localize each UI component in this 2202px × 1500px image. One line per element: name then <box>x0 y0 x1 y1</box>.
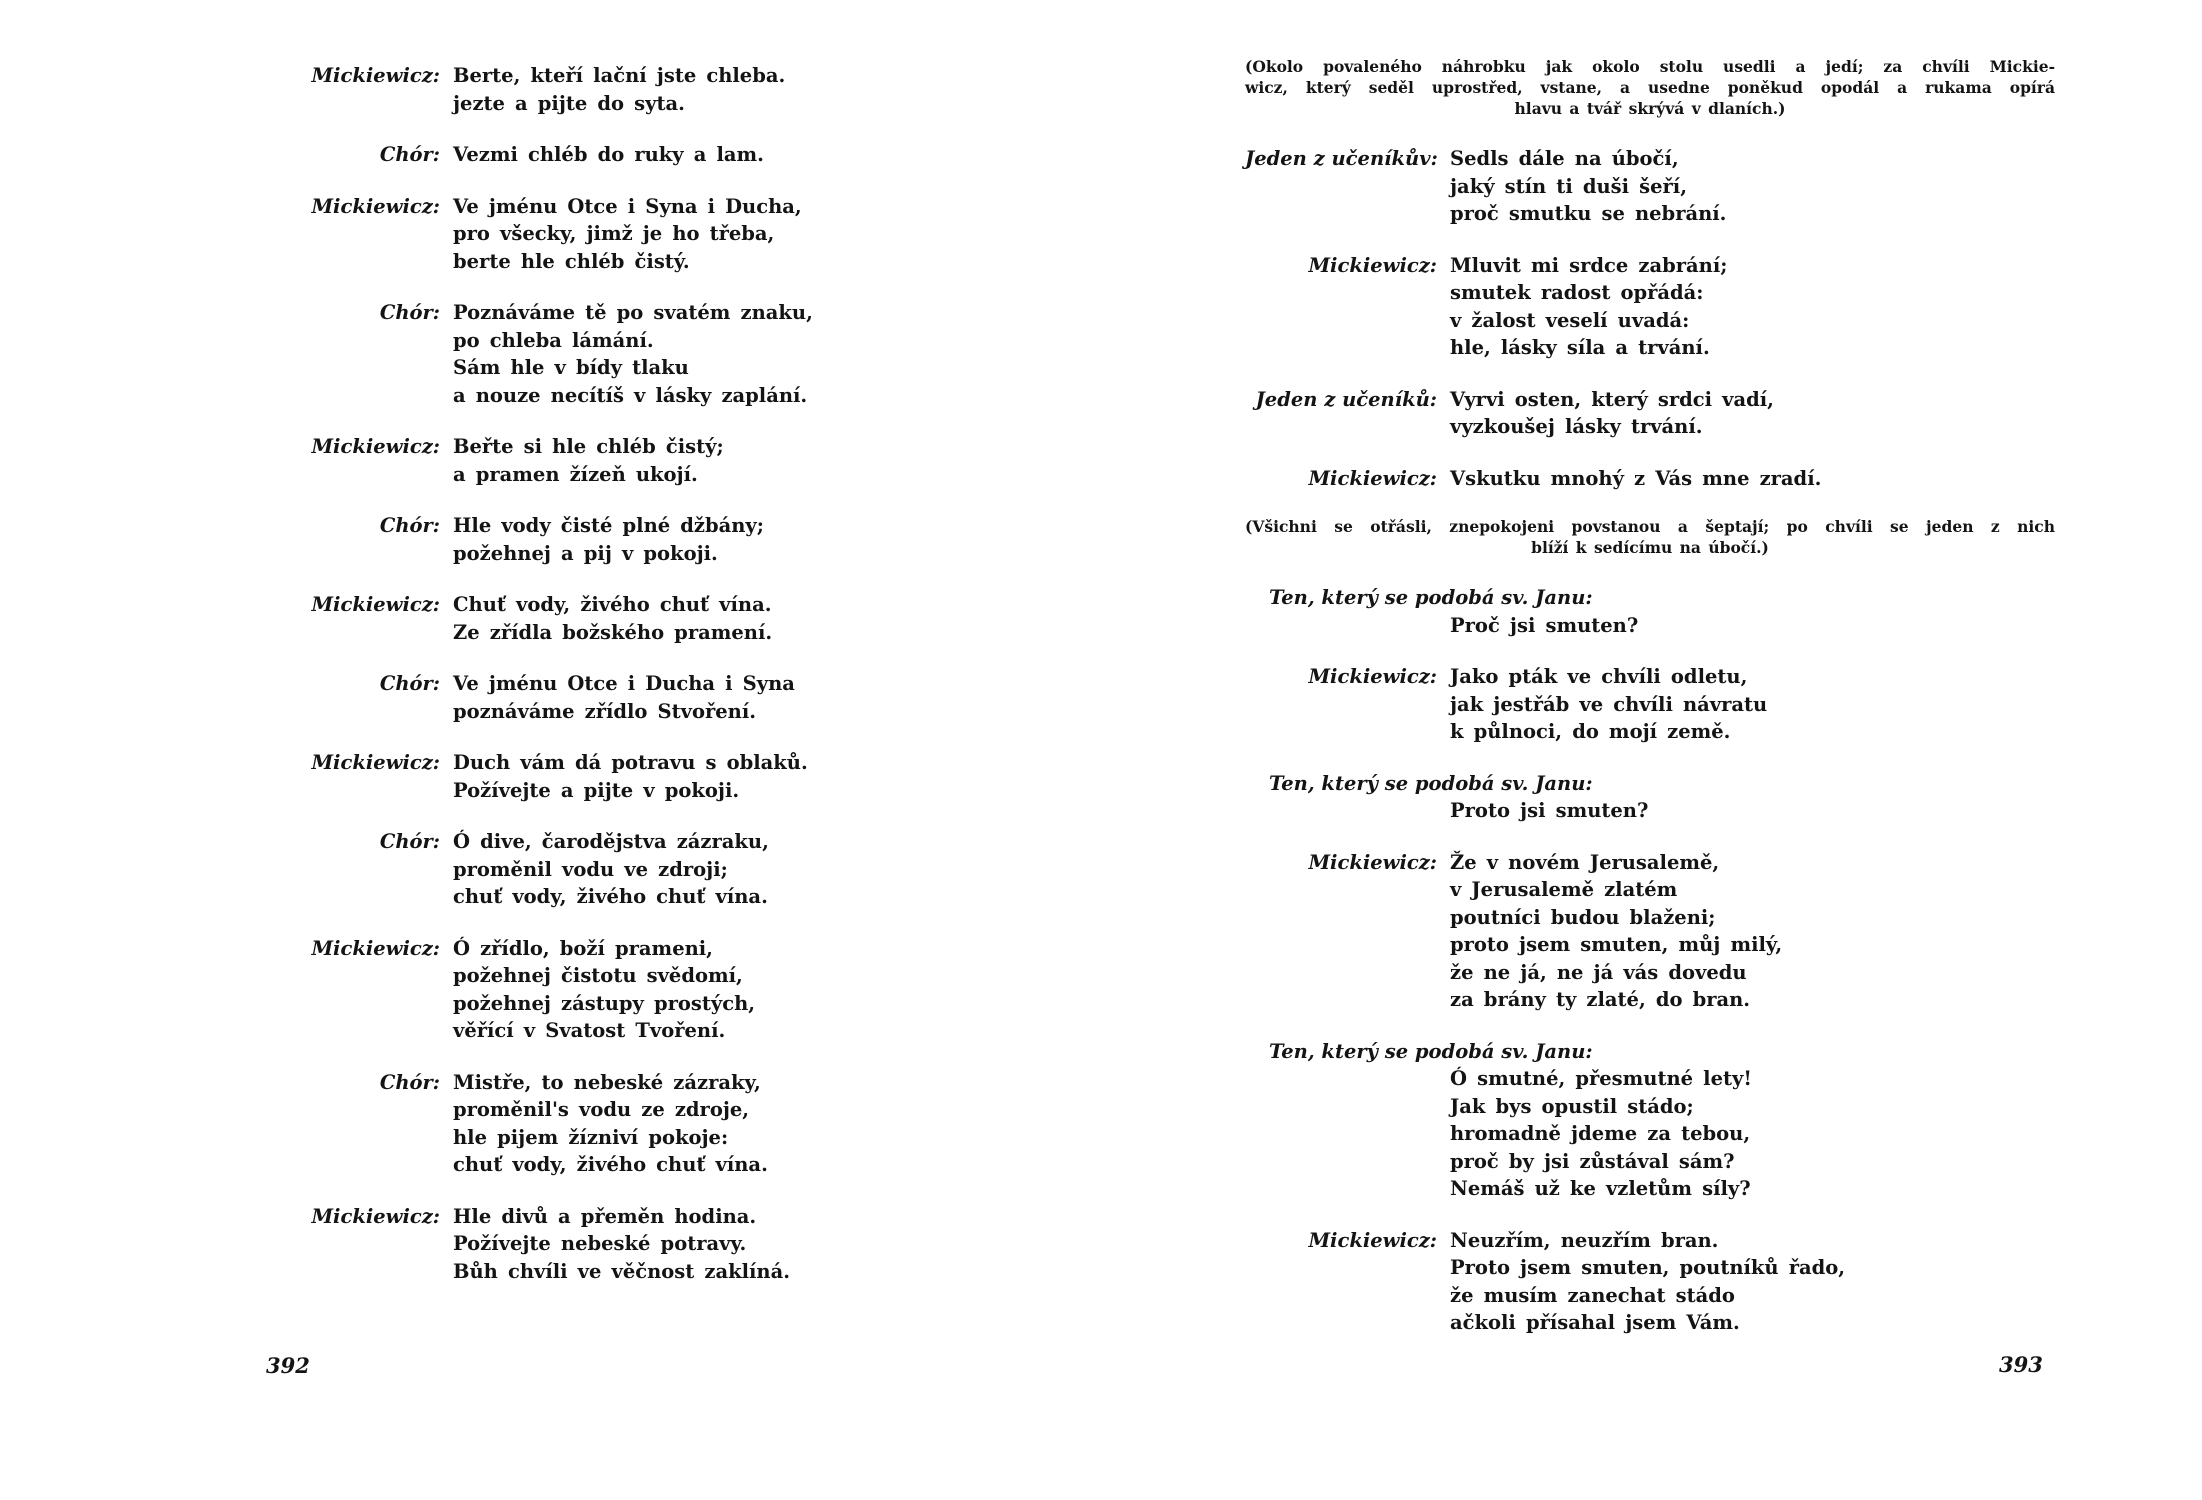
dialogue-line: Duch vám dá potravu s oblaků. <box>453 751 808 774</box>
dialogue-lines <box>1450 1227 1845 1337</box>
stage-direction-line: (Okolo povaleného náhrobku jak okolo stolu usedli a jedí; za chvíli Mickie- <box>1245 57 2055 76</box>
speaker-label: Mickiewicz: <box>1308 466 1437 490</box>
dialogue-line: že musím zanechat stádo <box>1450 1283 1735 1307</box>
dialogue-line: poznáváme zřídlo Stvoření. <box>453 699 757 723</box>
dialogue-line: Jak bys opustil stádo; <box>1450 1094 1694 1118</box>
dialogue-entry <box>1245 465 2055 493</box>
speaker-label: Ten, který se podobá sv. Janu: <box>1269 771 1593 795</box>
dialogue-line: Bůh chvíli ve věčnost zaklíná. <box>453 1259 791 1283</box>
dialogue-lines <box>1450 797 2055 825</box>
dialogue-lines <box>453 512 764 567</box>
speaker-label: Ten, který se podobá sv. Janu: <box>1269 1039 1593 1063</box>
dialogue-lines <box>453 670 795 725</box>
speaker-label: Jeden z učeníků: <box>1255 387 1437 411</box>
dialogue-line: hle pijem žízniví pokoje: <box>453 1125 729 1149</box>
dialogue-entry <box>182 512 922 567</box>
stage-direction-line: hlavu a tvář skrývá v dlaních.) <box>1514 99 1786 118</box>
dialogue-entry <box>182 141 922 169</box>
dialogue-line: Proto jsem smuten, poutníků řado, <box>1450 1256 1846 1279</box>
dialogue-line: Ve jménu Otce i Syna i Ducha, <box>453 194 802 218</box>
dialogue-line: Hle divů a přeměn hodina. <box>453 1204 757 1228</box>
dialogue-line: věřící v Svatost Tvoření. <box>453 1019 726 1042</box>
dialogue-line: v Jerusalemě zlatém <box>1450 878 1678 901</box>
dialogue-line: a nouze necítíš v lásky zaplání. <box>453 383 808 407</box>
dialogue-line: Vyrvi osten, který srdci vadí, <box>1450 387 1774 411</box>
dialogue-entry <box>182 1069 922 1179</box>
dialogue-lines <box>453 141 764 169</box>
dialogue-entry <box>182 62 922 117</box>
dialogue-line: jak jestřáb ve chvíli návratu <box>1450 692 1768 716</box>
dialogue-lines <box>453 62 785 117</box>
dialogue-entry <box>1245 663 2055 746</box>
speaker-label: Mickiewicz: <box>311 936 440 960</box>
dialogue-lines <box>1450 145 1726 228</box>
stage-direction <box>1245 516 2055 558</box>
dialogue-entry <box>1245 252 2055 362</box>
dialogue-line: požehnej čistotu svědomí, <box>453 964 743 987</box>
dialogue-entry <box>182 299 922 409</box>
dialogue-line: k půlnoci, do mojí země. <box>1450 720 1731 743</box>
dialogue-entry <box>1245 1227 2055 1337</box>
speaker-label: Mickiewicz: <box>1308 850 1437 874</box>
speaker-label: Jeden z učeníkův: <box>1245 147 1438 170</box>
dialogue-line: a pramen žízeň ukojí. <box>453 462 698 486</box>
dialogue-line: chuť vody, živého chuť vína. <box>453 1153 768 1176</box>
dialogue-line: Poznáváme tě po svatém znaku, <box>453 301 813 324</box>
speaker-label: Ten, který se podobá sv. Janu: <box>1269 586 1593 609</box>
dialogue-lines <box>1450 386 1774 441</box>
dialogue-line: v žalost veselí uvadá: <box>1450 308 1690 332</box>
dialogue-lines <box>1450 849 1782 1014</box>
dialogue-entry <box>1245 584 2055 639</box>
dialogue-line: Proč jsi smuten? <box>1450 613 1639 637</box>
dialogue-line: proč by jsi zůstával sám? <box>1450 1149 1735 1173</box>
dialogue-line: proměnil's vodu ze zdroje, <box>453 1098 750 1121</box>
dialogue-entry <box>182 828 922 911</box>
dialogue-lines <box>453 193 802 276</box>
dialogue-entry <box>1245 1038 2055 1203</box>
dialogue-line: vyzkoušej lásky trvání. <box>1450 415 1703 438</box>
speaker-label: Chór: <box>379 143 440 166</box>
dialogue-line: za brány ty zlaté, do bran. <box>1450 988 1751 1011</box>
dialogue-line: Sám hle v bídy tlaku <box>453 356 689 379</box>
dialogue-lines <box>453 1069 768 1179</box>
stage-direction <box>1245 56 2055 119</box>
dialogue-line: proto jsem smuten, můj milý, <box>1450 933 1783 956</box>
dialogue-line: Ó dive, čarodějstva zázraku, <box>453 830 769 853</box>
dialogue-line: Ve jménu Otce i Ducha i Syna <box>453 672 795 695</box>
dialogue-entry <box>182 433 922 488</box>
left-page <box>182 62 922 1309</box>
speaker-label: Mickiewicz: <box>311 64 440 87</box>
dialogue-line: jaký stín ti duši šeří, <box>1450 174 1687 198</box>
dialogue-line: hromadně jdeme za tebou, <box>1450 1122 1751 1145</box>
dialogue-line: Hle vody čisté plné džbány; <box>453 514 764 537</box>
dialogue-line: jezte a pijte do syta. <box>453 91 685 115</box>
dialogue-line: smutek radost opřádá: <box>1450 281 1704 304</box>
dialogue-line: Že v novém Jerusalemě, <box>1450 850 1720 874</box>
dialogue-line: proč smutku se nebrání. <box>1450 202 1727 225</box>
dialogue-line: Mistře, to nebeské zázraky, <box>453 1070 761 1094</box>
speaker-label: Mickiewicz: <box>311 1204 440 1228</box>
dialogue-line: Proto jsi smuten? <box>1450 799 1649 822</box>
dialogue-lines <box>1450 612 2055 640</box>
dialogue-line: Nemáš už ke vzletům síly? <box>1450 1177 1751 1200</box>
dialogue-lines <box>453 935 755 1045</box>
dialogue-lines <box>453 433 724 488</box>
speaker-label: Chór: <box>379 830 440 853</box>
dialogue-line: hle, lásky síla a trvání. <box>1450 336 1710 359</box>
dialogue-line: Vezmi chléb do ruky a lam. <box>453 143 764 166</box>
dialogue-line: Jako pták ve chvíli odletu, <box>1450 665 1748 688</box>
speaker-label: Chór: <box>379 301 440 324</box>
dialogue-entry <box>182 1203 922 1286</box>
dialogue-entry <box>1245 849 2055 1014</box>
dialogue-line: po chleba lámání. <box>453 328 654 352</box>
speaker-label: Chór: <box>379 514 440 537</box>
dialogue-line: požehnej zástupy prostých, <box>453 991 756 1015</box>
dialogue-lines <box>453 1203 790 1286</box>
speaker-label: Mickiewicz: <box>311 751 440 774</box>
dialogue-line: proměnil vodu ve zdroji; <box>453 857 728 881</box>
dialogue-line: Chuť vody, živého chuť vína. <box>453 593 772 616</box>
dialogue-entry <box>182 591 922 646</box>
stage-direction-line: wicz, který seděl uprostřed, vstane, a usedne poněkud opodál a rukama opírá <box>1245 78 2055 97</box>
dialogue-lines <box>453 591 772 646</box>
dialogue-line: že ne já, ne já vás dovedu <box>1450 960 1747 984</box>
dialogue-line: poutníci budou blaženi; <box>1450 905 1716 929</box>
speaker-label: Mickiewicz: <box>1308 253 1437 277</box>
speaker-label: Mickiewicz: <box>311 435 440 458</box>
dialogue-lines <box>453 828 769 911</box>
speaker-label: Chór: <box>379 1070 440 1094</box>
dialogue-entry <box>182 935 922 1045</box>
dialogue-line: Mluvit mi srdce zabrání; <box>1450 253 1728 277</box>
dialogue-line: chuť vody, živého chuť vína. <box>453 885 768 908</box>
dialogue-line: Požívejte a pijte v pokoji. <box>453 778 740 802</box>
dialogue-line: Ze zřídla božského pramení. <box>453 620 773 644</box>
dialogue-entry <box>1245 770 2055 825</box>
dialogue-entry <box>1245 145 2055 228</box>
page-number-right: 393 <box>1999 1352 2043 1377</box>
stage-direction-line: (Všichni se otřásli, znepokojeni povstanou a šeptají; po chvíli se jeden z nich <box>1245 517 2055 536</box>
speaker-label: Mickiewicz: <box>311 593 440 616</box>
right-page <box>1245 56 2055 1361</box>
dialogue-line: Neuzřím, neuzřím bran. <box>1450 1228 1719 1252</box>
page-number-left: 392 <box>266 1353 310 1378</box>
dialogue-line: Ó smutné, přesmutné lety! <box>1450 1067 1752 1090</box>
dialogue-lines <box>1450 663 1767 746</box>
dialogue-line: Beřte si hle chléb čistý; <box>453 435 724 458</box>
dialogue-lines <box>1450 1065 2055 1203</box>
speaker-label: Mickiewicz: <box>1308 1228 1437 1252</box>
dialogue-line: ačkoli přísahal jsem Vám. <box>1450 1311 1740 1334</box>
dialogue-entry <box>182 749 922 804</box>
dialogue-line: pro všecky, jimž je ho třeba, <box>453 222 775 245</box>
dialogue-lines <box>1450 252 1727 362</box>
dialogue-lines <box>453 749 808 804</box>
dialogue-line: požehnej a pij v pokoji. <box>453 541 718 565</box>
stage-direction-line: blíží k sedícímu na úbočí.) <box>1531 538 1769 557</box>
dialogue-line: berte hle chléb čistý. <box>453 249 690 273</box>
dialogue-entry <box>182 670 922 725</box>
speaker-label: Mickiewicz: <box>311 194 440 218</box>
dialogue-lines <box>453 299 813 409</box>
speaker-label: Chór: <box>379 672 440 695</box>
dialogue-line: Sedls dále na úbočí, <box>1450 147 1679 170</box>
dialogue-line: Berte, kteří lační jste chleba. <box>453 64 786 87</box>
dialogue-entry <box>1245 386 2055 441</box>
speaker-label: Mickiewicz: <box>1308 665 1437 688</box>
dialogue-entry <box>182 193 922 276</box>
dialogue-line: Požívejte nebeské potravy. <box>453 1232 747 1255</box>
dialogue-lines <box>1450 465 1821 493</box>
dialogue-line: Ó zřídlo, boží prameni, <box>453 936 713 960</box>
dialogue-line: Vskutku mnohý z Vás mne zradí. <box>1450 466 1822 490</box>
